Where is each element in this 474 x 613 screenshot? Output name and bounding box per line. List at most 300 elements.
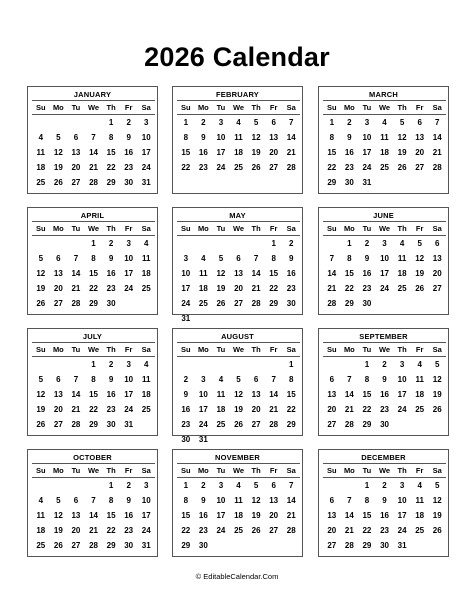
weekday-label: Su (180, 224, 191, 233)
week-row (177, 281, 300, 296)
day-cell: 19 (53, 526, 63, 535)
day-cell: 10 (362, 133, 372, 142)
day-cell: 11 (234, 496, 243, 505)
week-row (323, 508, 446, 523)
day-cell: 17 (141, 148, 151, 157)
day-cell: 23 (286, 284, 296, 293)
day-cell: 9 (183, 390, 189, 399)
week-row (323, 251, 446, 266)
day-cell: 27 (53, 420, 63, 429)
day-cell: 8 (91, 375, 96, 384)
day-cell: 23 (124, 526, 134, 535)
day-cell: 8 (183, 496, 189, 505)
day-cell: 11 (36, 511, 46, 520)
weekday-label: Mo (197, 224, 209, 233)
week-row (32, 478, 155, 493)
day-cell: 1 (329, 118, 335, 127)
day-cell: 3 (144, 481, 149, 490)
day-cell: 16 (286, 269, 296, 278)
day-cell: 15 (362, 511, 372, 520)
day-cell: 20 (269, 511, 279, 520)
weekday-label: Mo (343, 224, 355, 233)
day-cell: 17 (216, 511, 226, 520)
day-cell: 15 (327, 148, 337, 157)
day-cell: 18 (36, 163, 46, 172)
day-cell: 14 (432, 133, 442, 142)
day-cell: 5 (56, 133, 61, 142)
day-cell: 16 (198, 511, 208, 520)
day-cell: 13 (327, 390, 337, 399)
day-cell: 5 (435, 360, 440, 369)
day-cell: 21 (71, 405, 81, 414)
day-cell: 24 (216, 163, 226, 172)
month-days-grid (32, 463, 155, 553)
weekday-label: Sa (432, 103, 442, 112)
day-cell: 10 (181, 269, 191, 278)
day-cell: 27 (53, 299, 63, 308)
week-row (32, 538, 155, 553)
day-cell: 9 (347, 133, 352, 142)
week-row (32, 175, 155, 190)
weekday-header (323, 342, 446, 357)
day-cell: 31 (362, 178, 372, 187)
month-days-grid (323, 342, 446, 432)
day-cell: 24 (141, 526, 151, 535)
day-cell: 15 (269, 269, 279, 278)
day-cell: 7 (347, 496, 352, 505)
day-cell: 3 (382, 239, 387, 248)
weekday-header (32, 463, 155, 478)
day-cell: 15 (181, 148, 191, 157)
day-cell: 13 (251, 390, 261, 399)
day-cell: 6 (56, 375, 61, 384)
day-cell: 9 (201, 133, 206, 142)
day-cell: 15 (362, 390, 372, 399)
day-cell: 27 (327, 541, 337, 550)
week-row (323, 523, 446, 538)
day-cell: 6 (417, 118, 422, 127)
weekday-label: We (378, 224, 391, 233)
month-days-grid (323, 463, 446, 553)
weekday-label: Tu (71, 345, 81, 354)
day-cell: 28 (71, 420, 81, 429)
month-name: FEBRUARY (216, 90, 259, 99)
day-cell: 15 (106, 148, 116, 157)
day-cell: 6 (73, 133, 79, 142)
day-cell: 12 (415, 254, 425, 263)
week-row (323, 130, 446, 145)
week-row (323, 372, 446, 387)
day-cell: 12 (432, 496, 442, 505)
day-cell: 10 (198, 390, 208, 399)
week-row (323, 236, 446, 251)
day-cell: 15 (181, 511, 191, 520)
day-cell: 8 (108, 496, 114, 505)
day-cell: 23 (124, 163, 134, 172)
day-cell: 21 (344, 405, 354, 414)
day-cell: 12 (432, 375, 442, 384)
day-cell: 14 (286, 133, 296, 142)
day-cell: 14 (71, 390, 81, 399)
day-cell: 6 (271, 481, 276, 490)
day-cell: 11 (234, 133, 243, 142)
week-row (32, 402, 155, 417)
day-cell: 13 (327, 511, 337, 520)
day-cell: 4 (417, 481, 422, 490)
day-cell: 20 (432, 269, 442, 278)
week-row (32, 236, 155, 251)
day-cell: 24 (124, 405, 134, 414)
day-cell: 17 (397, 511, 407, 520)
day-cell: 15 (344, 269, 354, 278)
day-cell: 27 (71, 178, 81, 187)
month-days-grid (32, 221, 155, 311)
day-cell: 3 (218, 481, 224, 490)
day-cell: 12 (53, 511, 63, 520)
weekday-label: Th (397, 224, 407, 233)
day-cell: 28 (286, 163, 296, 172)
weekday-label: Su (326, 103, 337, 112)
month-name: JULY (82, 332, 103, 341)
day-cell: 7 (435, 118, 440, 127)
day-cell: 14 (344, 390, 354, 399)
day-cell: 9 (126, 496, 131, 505)
day-cell: 10 (141, 133, 151, 142)
day-cell: 8 (91, 254, 96, 263)
day-cell: 28 (269, 420, 279, 429)
month-may (172, 207, 303, 323)
weekday-label: Sa (141, 224, 151, 233)
week-row (177, 145, 300, 160)
day-cell: 10 (141, 496, 151, 505)
day-cell: 4 (382, 118, 387, 127)
day-cell: 26 (432, 405, 442, 414)
day-cell: 18 (198, 284, 208, 293)
month-days-grid (323, 100, 446, 190)
weekday-header (323, 100, 446, 115)
day-cell: 6 (56, 254, 61, 263)
weekday-label: Tu (216, 466, 226, 475)
month-name: MAY (229, 211, 246, 220)
day-cell: 29 (181, 541, 191, 550)
month-april (27, 207, 158, 315)
weekday-label: Mo (52, 466, 64, 475)
day-cell: 18 (380, 148, 389, 157)
day-cell: 17 (124, 390, 134, 399)
day-cell: 20 (71, 526, 81, 535)
day-cell: 4 (236, 481, 241, 490)
week-row (177, 296, 300, 311)
day-cell: 1 (289, 360, 294, 369)
weekday-label: Tu (71, 466, 81, 475)
weekday-label: Fr (124, 224, 133, 233)
day-cell: 1 (91, 360, 96, 369)
day-cell: 10 (124, 375, 134, 384)
day-cell: 11 (415, 375, 424, 384)
day-cell: 26 (36, 420, 46, 429)
day-cell: 29 (89, 420, 98, 429)
day-cell: 26 (251, 526, 261, 535)
day-cell: 21 (89, 163, 98, 172)
weekday-label: Fr (415, 103, 424, 112)
day-cell: 28 (251, 299, 261, 308)
day-cell: 22 (327, 163, 337, 172)
weekday-label: We (87, 345, 100, 354)
week-row (323, 402, 446, 417)
weekday-header (177, 342, 300, 357)
weekday-label: Su (35, 466, 46, 475)
day-cell: 23 (106, 405, 116, 414)
day-cell: 2 (201, 118, 206, 127)
week-row (32, 251, 155, 266)
day-cell: 22 (362, 526, 372, 535)
weekday-label: Th (397, 345, 407, 354)
week-row (32, 296, 155, 311)
day-cell: 21 (344, 526, 354, 535)
day-cell: 10 (216, 133, 226, 142)
week-row (32, 508, 155, 523)
day-cell: 5 (253, 481, 259, 490)
day-cell: 8 (329, 133, 335, 142)
day-cell: 18 (141, 269, 151, 278)
day-cell: 12 (216, 269, 226, 278)
day-cell: 29 (362, 420, 372, 429)
day-cell: 31 (141, 178, 151, 187)
day-cell: 9 (126, 133, 131, 142)
day-cell: 3 (218, 118, 224, 127)
day-cell: 11 (397, 254, 407, 263)
weekday-label: Th (106, 466, 116, 475)
month-days-grid (177, 100, 300, 175)
day-cell: 18 (36, 526, 46, 535)
day-cell: 11 (142, 375, 151, 384)
weekday-label: Su (326, 466, 337, 475)
day-cell: 15 (286, 390, 296, 399)
day-cell: 26 (36, 299, 46, 308)
weekday-header (323, 221, 446, 236)
day-cell: 25 (36, 178, 46, 187)
day-cell: 9 (108, 254, 114, 263)
week-row (323, 145, 446, 160)
day-cell: 20 (53, 284, 63, 293)
day-cell: 17 (141, 511, 151, 520)
month-july (27, 328, 158, 436)
day-cell: 5 (38, 375, 44, 384)
day-cell: 29 (344, 299, 354, 308)
day-cell: 20 (71, 163, 81, 172)
month-days-grid (323, 221, 446, 311)
day-cell: 3 (183, 254, 189, 263)
weekday-header (32, 221, 155, 236)
weekday-label: Fr (415, 345, 424, 354)
day-cell: 30 (181, 435, 191, 444)
weekday-header (323, 463, 446, 478)
day-cell: 31 (124, 420, 134, 429)
day-cell: 25 (216, 420, 226, 429)
weekday-label: Sa (432, 466, 442, 475)
day-cell: 5 (435, 481, 440, 490)
week-row (177, 538, 300, 553)
day-cell: 24 (141, 163, 151, 172)
day-cell: 27 (71, 541, 81, 550)
day-cell: 28 (327, 299, 337, 308)
day-cell: 25 (234, 163, 243, 172)
day-cell: 14 (286, 496, 296, 505)
day-cell: 30 (362, 299, 372, 308)
day-cell: 24 (181, 299, 191, 308)
weekday-label: Sa (141, 103, 151, 112)
day-cell: 22 (89, 284, 98, 293)
week-row (177, 372, 300, 387)
day-cell: 20 (327, 526, 337, 535)
weekday-label: Tu (216, 345, 226, 354)
day-cell: 11 (415, 496, 424, 505)
weekday-label: Su (180, 466, 191, 475)
day-cell: 24 (124, 284, 134, 293)
day-cell: 2 (201, 481, 206, 490)
page-title: 2026 Calendar (144, 42, 330, 72)
day-cell: 27 (269, 526, 279, 535)
weekday-label: Fr (415, 466, 424, 475)
day-cell: 2 (183, 375, 189, 384)
weekday-label: Mo (343, 466, 355, 475)
day-cell: 23 (198, 163, 208, 172)
day-cell: 19 (251, 511, 261, 520)
day-cell: 4 (38, 496, 44, 505)
month-name: SEPTEMBER (359, 332, 408, 341)
weekday-label: Tu (362, 103, 372, 112)
weekday-label: We (232, 466, 245, 475)
day-cell: 10 (397, 375, 407, 384)
day-cell: 27 (415, 163, 425, 172)
day-cell: 8 (289, 375, 294, 384)
day-cell: 4 (201, 254, 206, 263)
weekday-label: Sa (432, 224, 442, 233)
day-cell: 17 (181, 284, 191, 293)
day-cell: 31 (397, 541, 407, 550)
day-cell: 30 (286, 299, 296, 308)
week-row (177, 311, 300, 326)
weekday-label: Mo (343, 345, 355, 354)
day-cell: 16 (106, 269, 116, 278)
week-row (323, 387, 446, 402)
day-cell: 8 (271, 254, 276, 263)
day-cell: 29 (362, 541, 372, 550)
day-cell: 29 (269, 299, 279, 308)
month-name: JANUARY (73, 90, 112, 99)
day-cell: 31 (181, 314, 191, 323)
day-cell: 13 (71, 148, 81, 157)
day-cell: 19 (397, 148, 407, 157)
day-cell: 9 (289, 254, 294, 263)
day-cell: 3 (399, 481, 405, 490)
weekday-label: Sa (432, 345, 442, 354)
day-cell: 8 (347, 254, 352, 263)
day-cell: 17 (124, 269, 134, 278)
weekday-label: Tu (216, 103, 226, 112)
day-cell: 28 (344, 420, 354, 429)
day-cell: 20 (415, 148, 425, 157)
day-cell: 30 (198, 541, 208, 550)
day-cell: 17 (380, 269, 389, 278)
weekday-label: We (87, 224, 100, 233)
day-cell: 26 (415, 284, 425, 293)
day-cell: 27 (234, 299, 243, 308)
weekday-header (177, 463, 300, 478)
week-row (32, 493, 155, 508)
weekday-label: We (378, 345, 391, 354)
day-cell: 19 (36, 405, 46, 414)
day-cell: 9 (364, 254, 370, 263)
day-cell: 4 (144, 360, 149, 369)
day-cell: 14 (251, 269, 261, 278)
day-cell: 23 (344, 163, 354, 172)
day-cell: 20 (53, 405, 63, 414)
month-march (318, 86, 449, 194)
day-cell: 28 (344, 541, 354, 550)
day-cell: 6 (329, 496, 335, 505)
weekday-label: Th (251, 224, 261, 233)
week-row (177, 432, 300, 447)
day-cell: 14 (327, 269, 337, 278)
weekday-label: Fr (269, 103, 278, 112)
week-row (323, 538, 446, 553)
day-cell: 18 (216, 405, 226, 414)
day-cell: 30 (124, 178, 134, 187)
day-cell: 29 (106, 541, 116, 550)
day-cell: 13 (53, 390, 63, 399)
day-cell: 22 (286, 405, 296, 414)
week-row (32, 145, 155, 160)
day-cell: 26 (432, 526, 442, 535)
weekday-label: Su (180, 103, 191, 112)
day-cell: 16 (362, 269, 372, 278)
weekday-label: Tu (362, 345, 372, 354)
week-row (177, 478, 300, 493)
day-cell: 23 (106, 284, 116, 293)
day-cell: 16 (380, 390, 389, 399)
day-cell: 15 (89, 269, 98, 278)
weekday-label: Sa (286, 224, 296, 233)
day-cell: 25 (234, 526, 243, 535)
day-cell: 13 (234, 269, 243, 278)
day-cell: 7 (91, 496, 96, 505)
weekday-label: Mo (197, 345, 209, 354)
day-cell: 19 (251, 148, 261, 157)
day-cell: 16 (181, 405, 191, 414)
week-row (323, 417, 446, 432)
day-cell: 1 (91, 239, 96, 248)
day-cell: 4 (399, 239, 405, 248)
weekday-label: Tu (216, 224, 226, 233)
day-cell: 3 (399, 360, 405, 369)
day-cell: 17 (397, 390, 407, 399)
month-november (172, 449, 303, 557)
day-cell: 20 (269, 148, 279, 157)
day-cell: 26 (397, 163, 407, 172)
month-february (172, 86, 303, 194)
weekday-header (32, 100, 155, 115)
weekday-label: Su (35, 224, 46, 233)
weekday-label: Fr (269, 466, 278, 475)
day-cell: 22 (106, 163, 116, 172)
week-row (32, 357, 155, 372)
month-days-grid (32, 342, 155, 432)
weekday-label: Mo (197, 466, 209, 475)
weekday-label: Su (180, 345, 191, 354)
day-cell: 4 (417, 360, 422, 369)
day-cell: 7 (73, 254, 79, 263)
